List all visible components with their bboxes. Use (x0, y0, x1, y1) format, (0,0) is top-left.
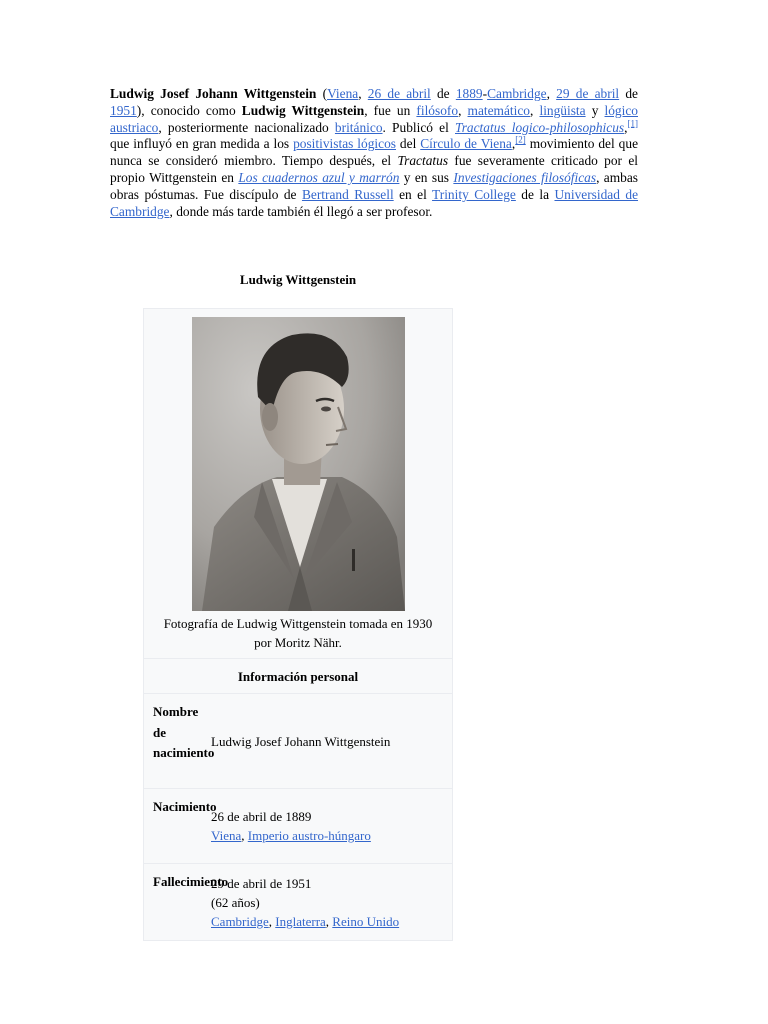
link-1889[interactable]: 1889 (455, 86, 483, 101)
age-value: (62 años) (211, 895, 260, 910)
link-cuadernos[interactable]: Los cuadernos azul y marrón (238, 169, 400, 185)
link-universidad[interactable]: Universidad de Cambridge (110, 186, 639, 219)
text: movimiento del que nunca se consideró miembro. Tiempo después, el (110, 136, 639, 169)
link-trinity[interactable]: Trinity College (432, 186, 516, 202)
link-death-date[interactable]: 29 de abril (556, 86, 620, 101)
row-label: Fallecimiento (153, 874, 229, 889)
text: , (530, 102, 540, 118)
link-filosofo[interactable]: filósofo (416, 102, 459, 118)
separator: , (325, 914, 333, 929)
link-linguista[interactable]: lingüista (539, 102, 586, 118)
link-logico[interactable]: lógico (604, 102, 638, 118)
text: y en sus (399, 169, 454, 185)
link-positivistas[interactable]: positivistas lógicos (293, 136, 396, 152)
infobox (143, 308, 453, 941)
link-matematico[interactable]: matemático (467, 102, 530, 118)
text: ), conocido como (136, 102, 242, 118)
birth-date-value: 26 de abril de 1889 (211, 809, 312, 824)
text: en el (393, 186, 433, 202)
text: , (358, 86, 368, 101)
link-1951[interactable]: 1951 (110, 102, 137, 118)
tractatus-title: Tractatus (397, 153, 449, 169)
text: , (458, 102, 468, 118)
separator: , (241, 828, 248, 843)
link-reino-unido[interactable]: Reino Unido (332, 914, 400, 929)
text: que influyó en gran medida a los (110, 136, 294, 152)
separator: , (268, 914, 276, 929)
portrait-photo[interactable] (192, 317, 405, 611)
text: y (585, 102, 605, 118)
birth-name-value: Ludwig Josef Johann Wittgenstein (211, 733, 391, 749)
row-label: Nacimiento (153, 799, 217, 814)
section-personal-info: Información personal (144, 658, 452, 693)
text: fue severamente criticado por el propio Wittgenstein en (110, 153, 638, 185)
link-circulo-viena[interactable]: Círculo de Viena (420, 136, 512, 152)
text: ( (316, 86, 328, 101)
death-place (211, 912, 442, 931)
text: . Publicó el (382, 119, 455, 135)
ref-1[interactable]: [1] (627, 118, 638, 129)
birth-place (211, 826, 442, 845)
link-cambridge-death[interactable]: Cambridge (211, 914, 269, 929)
text: de la (515, 186, 555, 202)
death-date-value: 29 de abril de 1951 (211, 876, 312, 891)
text: de (430, 86, 456, 101)
text: , fue un (364, 102, 417, 118)
text: de (619, 86, 638, 101)
row-value (201, 789, 452, 863)
intro-paragraph (110, 86, 638, 220)
row-label: Nombre de nacimiento (153, 704, 215, 760)
link-imperio[interactable]: Imperio austro-húngaro (247, 828, 371, 843)
link-inglaterra[interactable]: Inglaterra (275, 914, 326, 929)
infobox-title: Ludwig Wittgenstein (239, 272, 357, 287)
link-austriaco[interactable]: austriaco (110, 119, 159, 135)
link-russell[interactable]: Bertrand Russell (301, 186, 394, 202)
text: , (546, 86, 557, 101)
text: , (511, 136, 516, 152)
link-investigaciones[interactable]: Investigaciones filosóficas (453, 169, 597, 185)
link-viena[interactable]: Viena (327, 86, 359, 101)
text: , (624, 119, 628, 135)
info-row-birth (144, 788, 452, 863)
row-value (201, 864, 452, 940)
text: - (482, 86, 488, 101)
ref-2[interactable]: [2] (515, 134, 526, 145)
photo-container (144, 309, 452, 611)
short-name: Ludwig Wittgenstein (241, 102, 365, 118)
text: del (395, 136, 421, 152)
info-row-birth-name (144, 693, 452, 788)
photo-caption: Fotografía de Ludwig Wittgenstein tomada en 1930 por Moritz Nähr. (163, 616, 433, 650)
link-tractatus[interactable]: Tractatus logico-philosophicus (455, 119, 625, 135)
link-cambridge[interactable]: Cambridge (487, 86, 547, 101)
link-birth-date[interactable]: 26 de abril (367, 86, 431, 101)
info-row-death (144, 863, 452, 940)
link-viena-birth[interactable]: Viena (211, 828, 242, 843)
subject-name: Ludwig Josef Johann Wittgenstein (110, 86, 317, 101)
text: , donde más tarde también él llegó a ser profesor. (169, 203, 433, 219)
text: , posteriormente nacionalizado (158, 119, 335, 135)
link-britanico[interactable]: británico (334, 119, 383, 135)
row-value (201, 694, 452, 788)
text: , ambas obras póstumas. Fue discípulo de (110, 169, 639, 202)
